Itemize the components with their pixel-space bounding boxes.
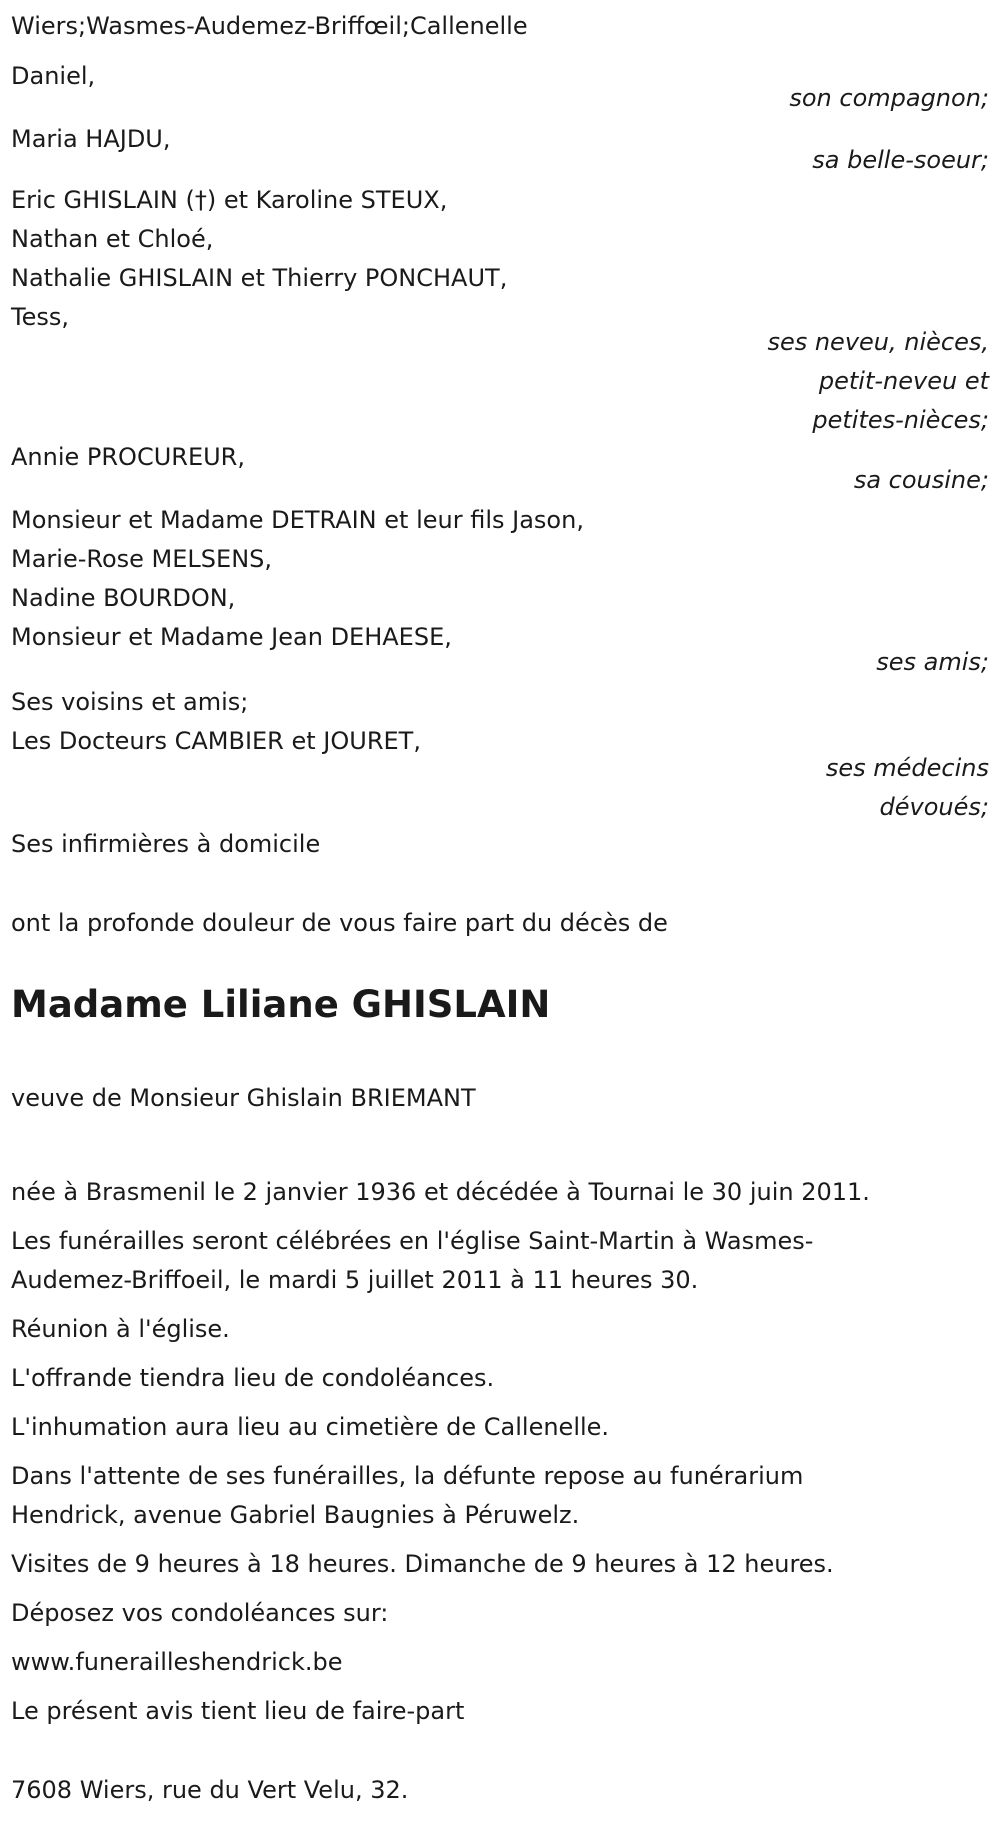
- detail-line: Les funérailles seront célébrées en l'église Saint-Martin à Wasmes-: [11, 1227, 814, 1255]
- nephew-line: Tess,: [11, 303, 69, 331]
- nephews-relation: ses neveu, nièces,: [767, 328, 989, 356]
- nurses-line: Ses infirmières à domicile: [11, 830, 321, 858]
- doctors-relation: dévoués;: [879, 793, 989, 821]
- nephew-line: Nathalie GHISLAIN et Thierry PONCHAUT,: [11, 264, 508, 292]
- detail-line: L'offrande tiendra lieu de condoléances.: [11, 1364, 495, 1392]
- nephew-line: Nathan et Chloé,: [11, 225, 214, 253]
- detail-line: Réunion à l'église.: [11, 1315, 230, 1343]
- detail-line: Hendrick, avenue Gabriel Baugnies à Péruwelz.: [11, 1501, 580, 1529]
- neighbors-line: Ses voisins et amis;: [11, 688, 249, 716]
- friend-line: Marie-Rose MELSENS,: [11, 545, 273, 573]
- detail-line: Visites de 9 heures à 18 heures. Dimanche de 9 heures à 12 heures.: [11, 1550, 834, 1578]
- header-locations: Wiers;Wasmes-Audemez-Briffœil;Callenelle: [11, 12, 528, 40]
- detail-line: née à Brasmenil le 2 janvier 1936 et décédée à Tournai le 30 juin 2011.: [11, 1178, 870, 1206]
- friends-relation: ses amis;: [876, 648, 989, 676]
- spouse-line: veuve de Monsieur Ghislain BRIEMANT: [11, 1084, 476, 1112]
- detail-line: L'inhumation aura lieu au cimetière de Callenelle.: [11, 1413, 610, 1441]
- detail-line: Dans l'attente de ses funérailles, la défunte repose au funérarium: [11, 1462, 804, 1490]
- nephew-line: Eric GHISLAIN (†) et Karoline STEUX,: [11, 186, 448, 214]
- deceased-name: Madame Liliane GHISLAIN: [11, 983, 551, 1026]
- friend-line: Monsieur et Madame Jean DEHAESE,: [11, 623, 452, 651]
- companion-name: Daniel,: [11, 62, 96, 90]
- announcement-text: ont la profonde douleur de vous faire part du décès de: [11, 909, 668, 937]
- cousin-relation: sa cousine;: [853, 466, 989, 494]
- friend-line: Monsieur et Madame DETRAIN et leur fils Jason,: [11, 506, 584, 534]
- sister-in-law-relation: sa belle-soeur;: [812, 146, 989, 174]
- detail-line: Audemez-Briffoeil, le mardi 5 juillet 2011 à 11 heures 30.: [11, 1266, 699, 1294]
- nephews-relation: petites-nièces;: [812, 406, 989, 434]
- nephews-relation: petit-neveu et: [818, 367, 989, 395]
- doctors-relation: ses médecins: [825, 754, 989, 782]
- doctors-name: Les Docteurs CAMBIER et JOURET,: [11, 727, 421, 755]
- cousin-name: Annie PROCUREUR,: [11, 443, 245, 471]
- friend-line: Nadine BOURDON,: [11, 584, 236, 612]
- address-line: 7608 Wiers, rue du Vert Velu, 32.: [11, 1776, 409, 1804]
- sister-in-law-name: Maria HAJDU,: [11, 125, 171, 153]
- detail-line: Déposez vos condoléances sur:: [11, 1599, 389, 1627]
- companion-relation: son compagnon;: [789, 84, 989, 112]
- website-line: www.funerailleshendrick.be: [11, 1648, 343, 1676]
- detail-line: Le présent avis tient lieu de faire-part: [11, 1697, 465, 1725]
